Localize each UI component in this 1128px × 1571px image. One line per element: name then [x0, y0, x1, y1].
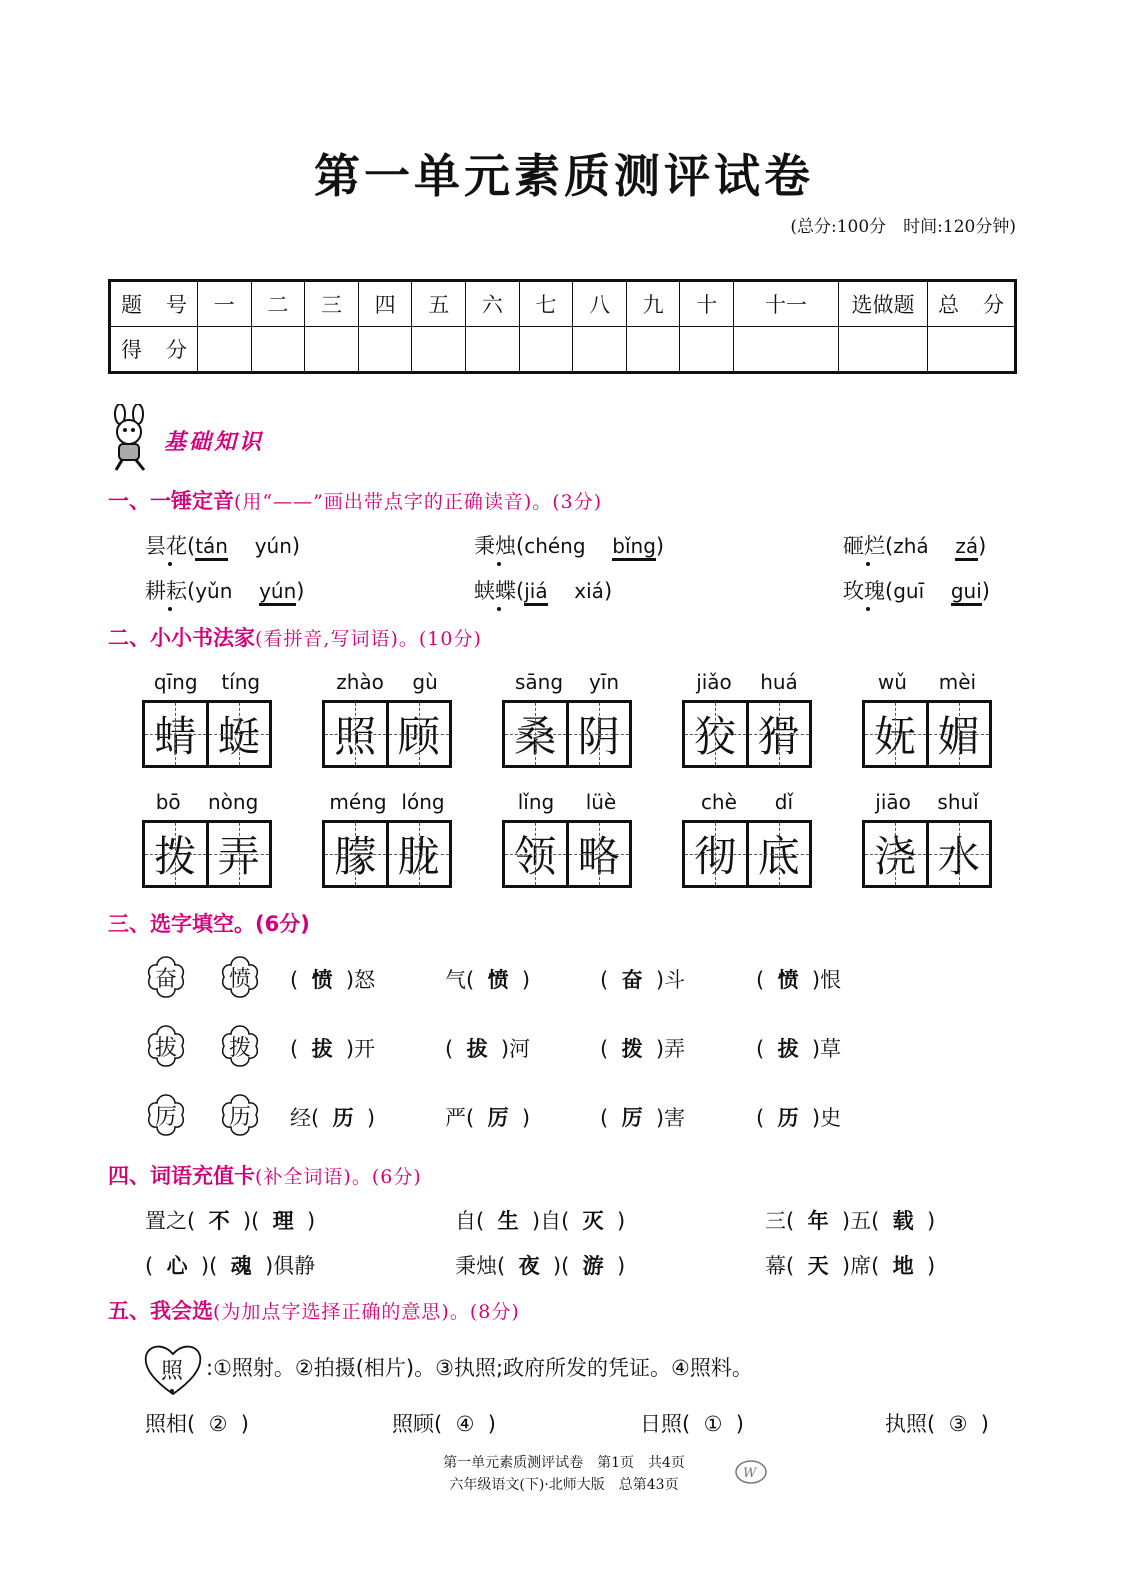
score-cell[interactable]	[358, 327, 412, 373]
section-banner: 基础知识	[164, 430, 265, 455]
q3-blank: ( 厉 )害	[600, 1106, 686, 1130]
q3-blank: 严( 厉 )	[445, 1106, 531, 1130]
col-6: 六	[466, 281, 520, 327]
svg-text:W: W	[743, 1466, 757, 1481]
q3-blank: ( 拔 )草	[756, 1037, 842, 1061]
word-grid: sāng yīn 桑 阴	[502, 670, 632, 768]
publisher-logo-icon	[734, 1458, 768, 1490]
flower-option: 愤	[216, 953, 264, 1001]
q3-blank: 气( 愤 )	[445, 968, 531, 992]
col-optional: 选做题	[839, 281, 928, 327]
q5-item: 日照( ① )	[640, 1412, 744, 1436]
score-cell[interactable]	[198, 327, 252, 373]
q1-item-2: 秉烛(chéng bǐng)	[474, 530, 664, 561]
score-cell[interactable]	[928, 327, 1016, 373]
word-grid: jiǎo huá 狡 猾	[682, 670, 812, 768]
q1-item-1: 昙花(tán yún)	[145, 530, 300, 561]
q1-item-6: 玫瑰(guī gui)	[843, 575, 990, 606]
q3-blank: ( 愤 )恨	[756, 968, 842, 992]
q4-item: 秉烛( 夜 )( 游 )	[455, 1254, 626, 1278]
score-cell[interactable]	[626, 327, 680, 373]
flower-option: 厉	[142, 1091, 190, 1139]
q3-blank: 经( 历 )	[290, 1106, 376, 1130]
q5-meanings: :①照射。②拍摄(相片)。③执照;政府所发的凭证。④照料。	[206, 1356, 753, 1380]
score-table-header-row	[110, 281, 1016, 327]
heart-key-char: 照	[161, 1354, 183, 1385]
q3-title: 三、选字填空。(6分)	[108, 912, 310, 936]
q2-title: 二、小小书法家(看拼音,写词语)。(10分)	[108, 626, 482, 650]
word-grid: zhào gù 照 顾	[322, 670, 452, 768]
score-cell[interactable]	[680, 327, 734, 373]
col-1: 一	[198, 281, 252, 327]
header-label: 题 号	[110, 281, 198, 327]
score-cell[interactable]	[412, 327, 466, 373]
score-cell[interactable]	[573, 327, 627, 373]
q4-item: ( 心 )( 魂 )俱静	[145, 1254, 316, 1278]
q3-blank: ( 奋 )斗	[600, 968, 686, 992]
footer-line-2: 六年级语文(下)·北师大版 总第43页	[449, 1477, 679, 1493]
q4-item: 置之( 不 )( 理 )	[145, 1209, 316, 1233]
q5-item: 照顾( ④ )	[392, 1412, 496, 1436]
q3-blank: ( 拔 )开	[290, 1037, 376, 1061]
flower-option: 拔	[142, 1022, 190, 1070]
q1-item-3: 砸烂(zhá zá)	[843, 530, 986, 561]
score-cell[interactable]	[519, 327, 573, 373]
flower-option: 拨	[216, 1022, 264, 1070]
score-table-score-row	[110, 327, 1016, 373]
q5-item: 照相( ② )	[145, 1412, 249, 1436]
q5-item: 执照( ③ )	[885, 1412, 989, 1436]
exam-info: (总分:100分 时间:120分钟)	[790, 217, 1016, 237]
flower-option: 历	[216, 1091, 264, 1139]
flower-option: 奋	[142, 953, 190, 1001]
q4-item: 三( 年 )五( 载 )	[765, 1209, 936, 1233]
word-grid: wǔ mèi 妩 媚	[862, 670, 992, 768]
score-cell[interactable]	[466, 327, 520, 373]
col-10: 十	[680, 281, 734, 327]
q1-title: 一、一锤定音(用“——”画出带点字的正确读音)。(3分)	[108, 489, 603, 513]
word-grid: bō nòng 拨 弄	[142, 790, 272, 888]
q5-title: 五、我会选(为加点字选择正确的意思)。(8分)	[108, 1299, 520, 1323]
page-title: 第一单元素质测评试卷	[314, 149, 814, 203]
total-label: 总 分	[928, 281, 1016, 327]
col-7: 七	[519, 281, 573, 327]
score-table	[108, 279, 1017, 374]
q4-item: 幕( 天 )席( 地 )	[765, 1254, 936, 1278]
word-grid: lǐng lüè 领 略	[502, 790, 632, 888]
col-2: 二	[251, 281, 305, 327]
word-grid: méng lóng 朦 胧	[322, 790, 452, 888]
heart-key-icon	[142, 1340, 204, 1396]
word-grid: qīng tíng 蜻 蜓	[142, 670, 272, 768]
score-cell[interactable]	[839, 327, 928, 373]
col-11: 十一	[734, 281, 839, 327]
word-grid: jiāo shuǐ 浇 水	[862, 790, 992, 888]
col-8: 八	[573, 281, 627, 327]
q3-blank: ( 拨 )弄	[600, 1037, 686, 1061]
footer-line-1: 第一单元素质测评试卷 第1页 共4页	[443, 1455, 685, 1471]
q1-item-5: 蛱蝶(jiá xiá)	[474, 575, 612, 606]
col-5: 五	[412, 281, 466, 327]
score-cell[interactable]	[251, 327, 305, 373]
word-grid: chè dǐ 彻 底	[682, 790, 812, 888]
rabbit-mascot-icon	[104, 404, 156, 478]
score-cell[interactable]	[305, 327, 359, 373]
col-3: 三	[305, 281, 359, 327]
q4-item: 自( 生 )自( 灭 )	[455, 1209, 626, 1233]
q3-blank: ( 愤 )怒	[290, 968, 376, 992]
q4-title: 四、词语充值卡(补全词语)。(6分)	[108, 1164, 422, 1188]
q3-blank: ( 历 )史	[756, 1106, 842, 1130]
col-9: 九	[626, 281, 680, 327]
q3-blank: ( 拔 )河	[445, 1037, 531, 1061]
score-label: 得 分	[110, 327, 198, 373]
q1-item-4: 耕耘(yǔn yún)	[145, 575, 304, 606]
col-4: 四	[358, 281, 412, 327]
score-cell[interactable]	[734, 327, 839, 373]
